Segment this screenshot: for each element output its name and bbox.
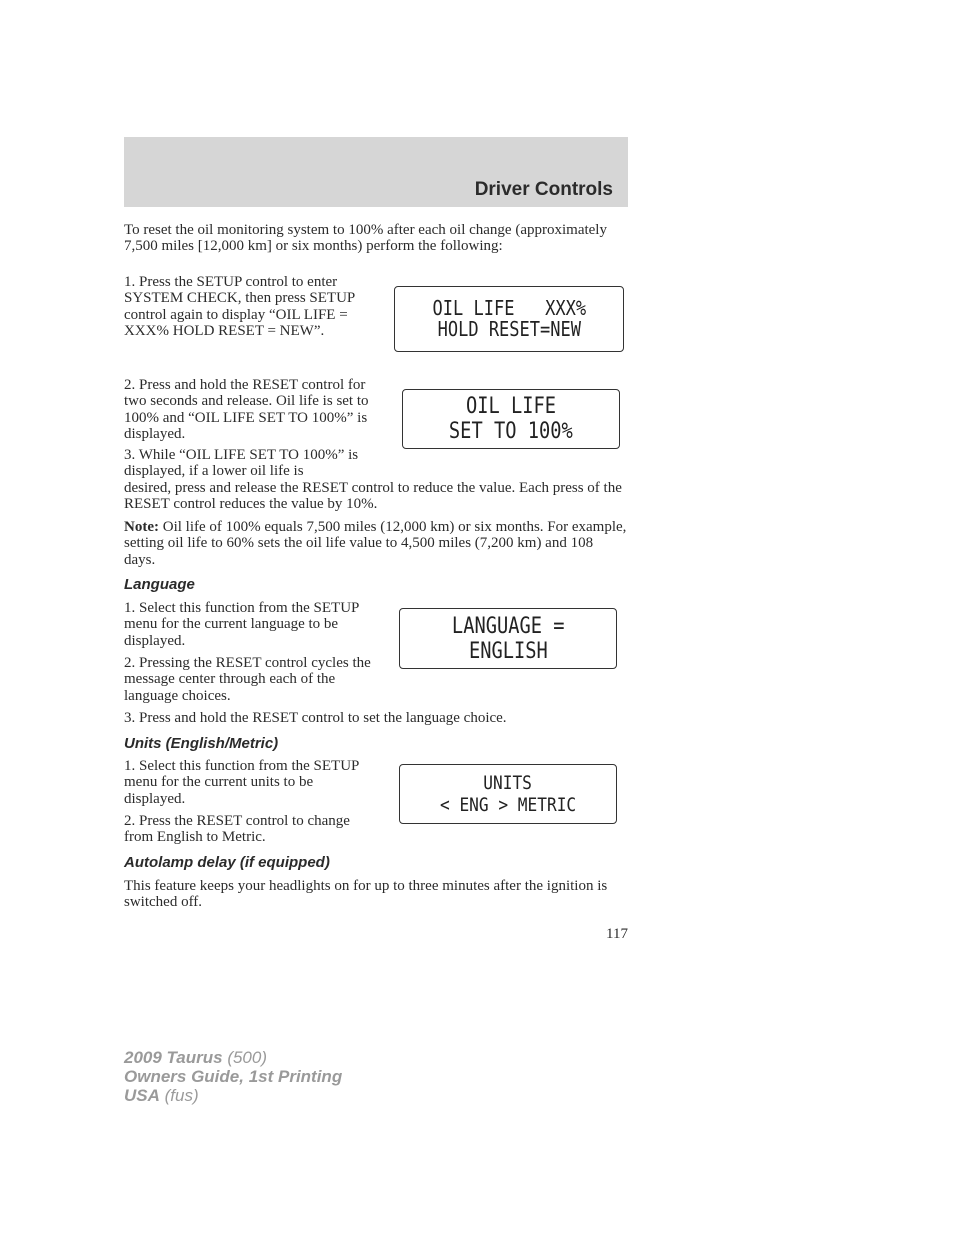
oil-life-display	[394, 286, 624, 352]
autolamp-paragraph: This feature keeps your headlights on for up to three minutes after the ignition is switched off.	[124, 878, 608, 911]
oil-set-display	[402, 389, 620, 449]
language-display	[399, 608, 617, 669]
units-heading: Units (English/Metric)	[124, 735, 279, 752]
oil-step-1: 1. Press the SETUP control to enter SYSTEM CHECK, then press SETUP control again to display “OIL LIFE = XXX% HOLD RESET = NEW”.	[124, 274, 355, 339]
footer-model-code: (500)	[222, 1048, 268, 1067]
footer-line-3	[124, 1086, 342, 1105]
language-heading: Language	[124, 576, 195, 593]
section-header	[124, 137, 628, 207]
units-display	[399, 764, 617, 824]
footer-model: 2009 Taurus	[124, 1048, 223, 1067]
language-step-3: 3. Press and hold the RESET control to set the language choice.	[124, 710, 507, 726]
display-line: ENGLISH	[468, 638, 548, 664]
display-line: OIL LIFE	[465, 394, 557, 419]
oil-step-2: 2. Press and hold the RESET control for two seconds and release. Oil life is set to 100% and “OIL LIFE SET TO 100%” is displayed.	[124, 377, 369, 442]
page-number: 117	[606, 926, 628, 942]
language-step-1: 1. Select this function from the SETUP menu for the current language to be displayed.	[124, 600, 359, 649]
footer-market: USA	[124, 1086, 160, 1105]
footer-printing: Owners Guide, 1st Printing	[124, 1067, 343, 1086]
note-paragraph	[124, 519, 628, 568]
section-title: Driver Controls	[474, 179, 613, 200]
units-step-1: 1. Select this function from the SETUP menu for the current units to be displayed.	[124, 758, 359, 807]
footer-line-1	[124, 1048, 342, 1067]
oil-step-3-rest: desired, press and release the RESET control to reduce the value. Each press of the RESET control reduces the value by 10%.	[124, 479, 622, 512]
display-line: SET TO 100%	[449, 419, 573, 444]
oil-step-3-wrap: 3. While “OIL LIFE SET TO 100%” is displayed, if a lower oil life is	[124, 447, 359, 480]
intro-paragraph: To reset the oil monitoring system to 100% after each oil change (approximately 7,500 miles [12,000 km] or six months) perform the following:	[124, 222, 607, 255]
oil-step-3	[124, 447, 628, 512]
display-line: UNITS	[483, 772, 533, 794]
note-text: Oil life of 100% equals 7,500 miles (12,000 km) or six months. For example, setting oil life to 60% sets the oil life value to 4,500 miles (7,200 km) and 108 days.	[124, 519, 627, 568]
print-footer	[124, 1048, 342, 1105]
display-line: OIL LIFE XXX%	[432, 296, 586, 320]
display-line: LANGUAGE =	[451, 613, 565, 639]
display-line: HOLD RESET=NEW	[437, 317, 581, 341]
footer-line-2	[124, 1067, 342, 1086]
language-step-2: 2. Pressing the RESET control cycles the message center through each of the language choices.	[124, 655, 371, 704]
units-step-2: 2. Press the RESET control to change from English to Metric.	[124, 813, 350, 846]
note-label: Note:	[124, 519, 159, 535]
footer-market-code: (fus)	[159, 1086, 199, 1105]
autolamp-heading: Autolamp delay (if equipped)	[124, 854, 330, 871]
display-line: < ENG > METRIC	[439, 794, 577, 816]
